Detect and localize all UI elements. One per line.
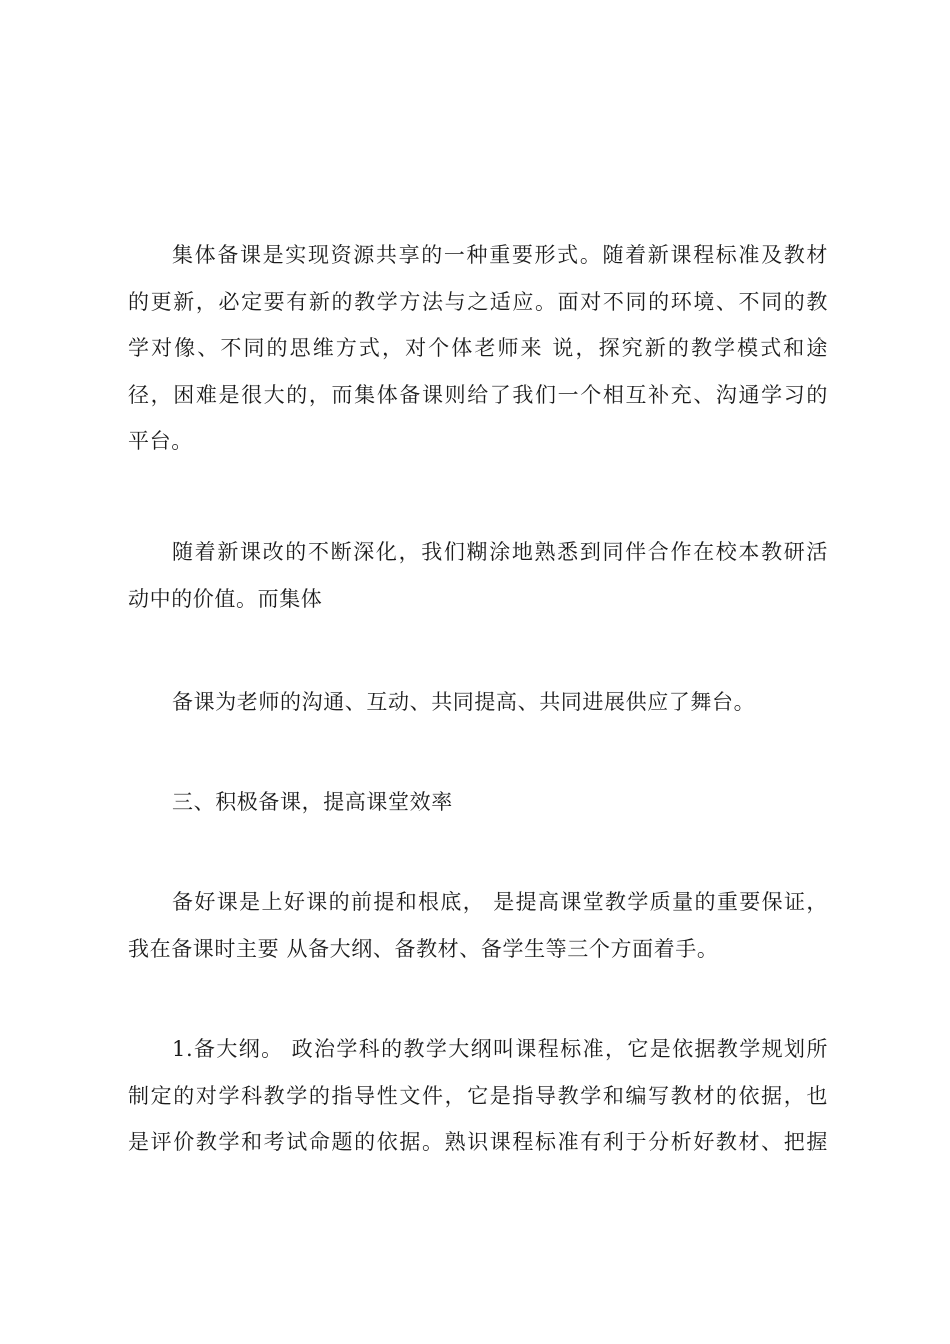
text-line: 备好课是上好课的前提和根底， 是提高课堂教学质量的重要保证， [172, 890, 828, 914]
text-line: 是评价教学和考试命题的依据。熟识课程标准有利于分析好教材、把握 [128, 1130, 828, 1154]
text-line: 动中的价值。而集体 [128, 586, 323, 611]
paragraph-curriculum-reform [128, 529, 828, 622]
text-line: 平台。 [128, 429, 193, 453]
paragraph-good-lesson-prep [128, 879, 828, 972]
section-heading [128, 779, 828, 826]
text-line: 制定的对学科教学的指导性文件，它是指导教学和编写教材的依据，也 [128, 1083, 828, 1108]
text-line: 三、积极备课，提高课堂效率 [172, 790, 453, 814]
text-line: 学对像、不同的思维方式，对个体老师来 说，探究新的教学模式和途 [128, 336, 828, 360]
text-line: 径，困难是很大的，而集体备课则给了我们一个相互补充、沟通学习的 [128, 382, 828, 407]
text-line: 随着新课改的不断深化，我们糊涂地熟悉到同伴合作在校本教研活 [172, 540, 828, 564]
text-line: 1.备大纲。 政治学科的教学大纲叫课程标准，它是依据教学规划所 [172, 1037, 828, 1061]
paragraph-syllabus [128, 1026, 828, 1166]
text-line: 我在备课时主要 从备大纲、备教材、备学生等三个方面着手。 [128, 936, 719, 961]
text-line: 备课为老师的沟通、互动、共同提高、共同进展供应了舞台。 [172, 690, 756, 714]
paragraph-stage-for-teachers [128, 679, 828, 726]
text-line: 的更新，必定要有新的教学方法与之适应。面对不同的环境、不同的教 [128, 289, 828, 314]
paragraph-collective-lesson-prep [128, 232, 828, 465]
text-line: 集体备课是实现资源共享的一种重要形式。随着新课程标准及教材 [172, 243, 828, 267]
